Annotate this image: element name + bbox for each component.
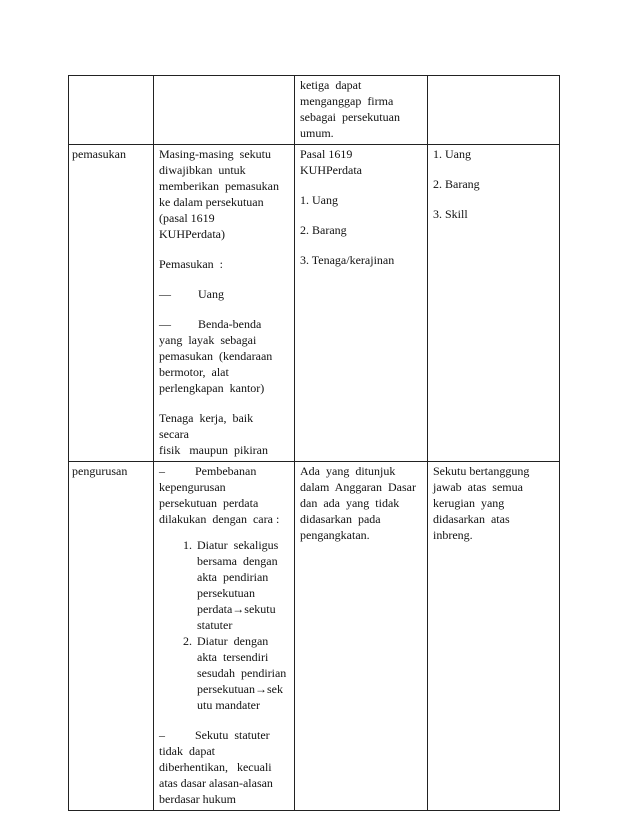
cell-text: ketiga dapat	[300, 78, 362, 92]
cell-text: dalam Anggaran Dasar	[300, 480, 416, 494]
cell-text: persekutuan perdata	[159, 496, 259, 510]
cell-text: atas dasar alasan-alasan	[159, 776, 273, 790]
list-item	[195, 537, 289, 633]
table-cell	[428, 462, 560, 811]
list-item: 2. Barang	[433, 177, 480, 191]
cell-text: diberhentikan, kecuali	[159, 760, 272, 774]
cell-text: Sekutu bertanggung	[433, 464, 530, 478]
cell-text: yang layak sebagai	[159, 333, 257, 347]
list-item-text: sesudah pendirian	[197, 666, 287, 680]
table-cell	[295, 462, 428, 811]
cell-text: Pasal 1619	[300, 147, 353, 161]
cell-text: KUHPerdata	[300, 163, 362, 177]
list-item-text: akta pendirian	[197, 570, 269, 584]
dash-item: — Benda-benda	[159, 317, 262, 331]
cell-text: menganggap firma	[300, 94, 394, 108]
cell-text: umum.	[300, 126, 334, 140]
row-label	[69, 145, 154, 462]
cell-text: Tenaga kerja, baik secara	[159, 411, 260, 441]
table-row-pemasukan	[69, 145, 560, 462]
row-label	[69, 462, 154, 811]
list-item-text: akta tersendiri	[197, 650, 269, 664]
list-item-text: 1. Diatur sekaligus	[197, 538, 279, 552]
cell-text: didasarkan pada	[300, 512, 381, 526]
numbered-list	[159, 537, 289, 713]
table-cell	[154, 462, 295, 811]
table-row-pengurusan	[69, 462, 560, 811]
table-row-continued	[69, 76, 560, 145]
cell-text: diwajibkan untuk	[159, 163, 246, 177]
list-item: 1. Uang	[300, 193, 338, 207]
row-label-text: pemasukan	[72, 147, 126, 161]
cell-text: fisik maupun pikiran	[159, 443, 268, 457]
table-cell	[295, 76, 428, 145]
table-cell	[295, 145, 428, 462]
list-item: 3. Tenaga/kerajinan	[300, 253, 395, 267]
cell-text: pengangkatan.	[300, 528, 370, 542]
list-item	[195, 633, 289, 713]
list-item-text: perdata→sekutu	[197, 602, 276, 616]
table-cell	[154, 145, 295, 462]
table-cell	[69, 76, 154, 145]
cell-text: Ada yang ditunjuk	[300, 464, 396, 478]
cell-text: ke dalam persekutuan	[159, 195, 264, 209]
cell-heading: Pemasukan :	[159, 257, 223, 271]
cell-text: perlengkapan kantor)	[159, 381, 265, 395]
list-item-text: statuter	[197, 618, 233, 632]
cell-text: berdasar hukum	[159, 792, 236, 806]
cell-text: kepengurusan	[159, 480, 226, 494]
cell-text: sebagai persekutuan	[300, 110, 400, 124]
cell-text: – Pembebanan	[159, 464, 257, 478]
list-item-text: persekutuan→sek	[197, 682, 283, 696]
cell-text: dilakukan dengan cara :	[159, 512, 280, 526]
list-item: 1. Uang	[433, 147, 471, 161]
cell-text: KUHPerdata)	[159, 227, 225, 241]
row-label-text: pengurusan	[72, 464, 128, 478]
cell-text: didasarkan atas	[433, 512, 510, 526]
list-item-text: 2. Diatur dengan	[197, 634, 269, 648]
cell-text: bermotor, alat	[159, 365, 229, 379]
list-item-text: bersama dengan	[197, 554, 278, 568]
list-item-text: utu mandater	[197, 698, 260, 712]
cell-text: tidak dapat	[159, 744, 215, 758]
cell-text: Masing-masing sekutu	[159, 147, 271, 161]
table-cell	[154, 76, 295, 145]
cell-text: inbreng.	[433, 528, 473, 542]
cell-text: pemasukan (kendaraan	[159, 349, 273, 363]
table-cell	[428, 76, 560, 145]
cell-text: jawab atas semua	[433, 480, 523, 494]
cell-text: memberikan pemasukan	[159, 179, 279, 193]
cell-text: dan ada yang tidak	[300, 496, 400, 510]
list-item: 3. Skill	[433, 207, 468, 221]
list-item: 2. Barang	[300, 223, 347, 237]
list-item-text: persekutuan	[197, 586, 255, 600]
dash-item: – Sekutu statuter	[159, 728, 270, 742]
cell-text: (pasal 1619	[159, 211, 215, 225]
comparison-table	[68, 75, 560, 811]
cell-text: kerugian yang	[433, 496, 505, 510]
table-cell	[428, 145, 560, 462]
dash-item: — Uang	[159, 287, 224, 301]
